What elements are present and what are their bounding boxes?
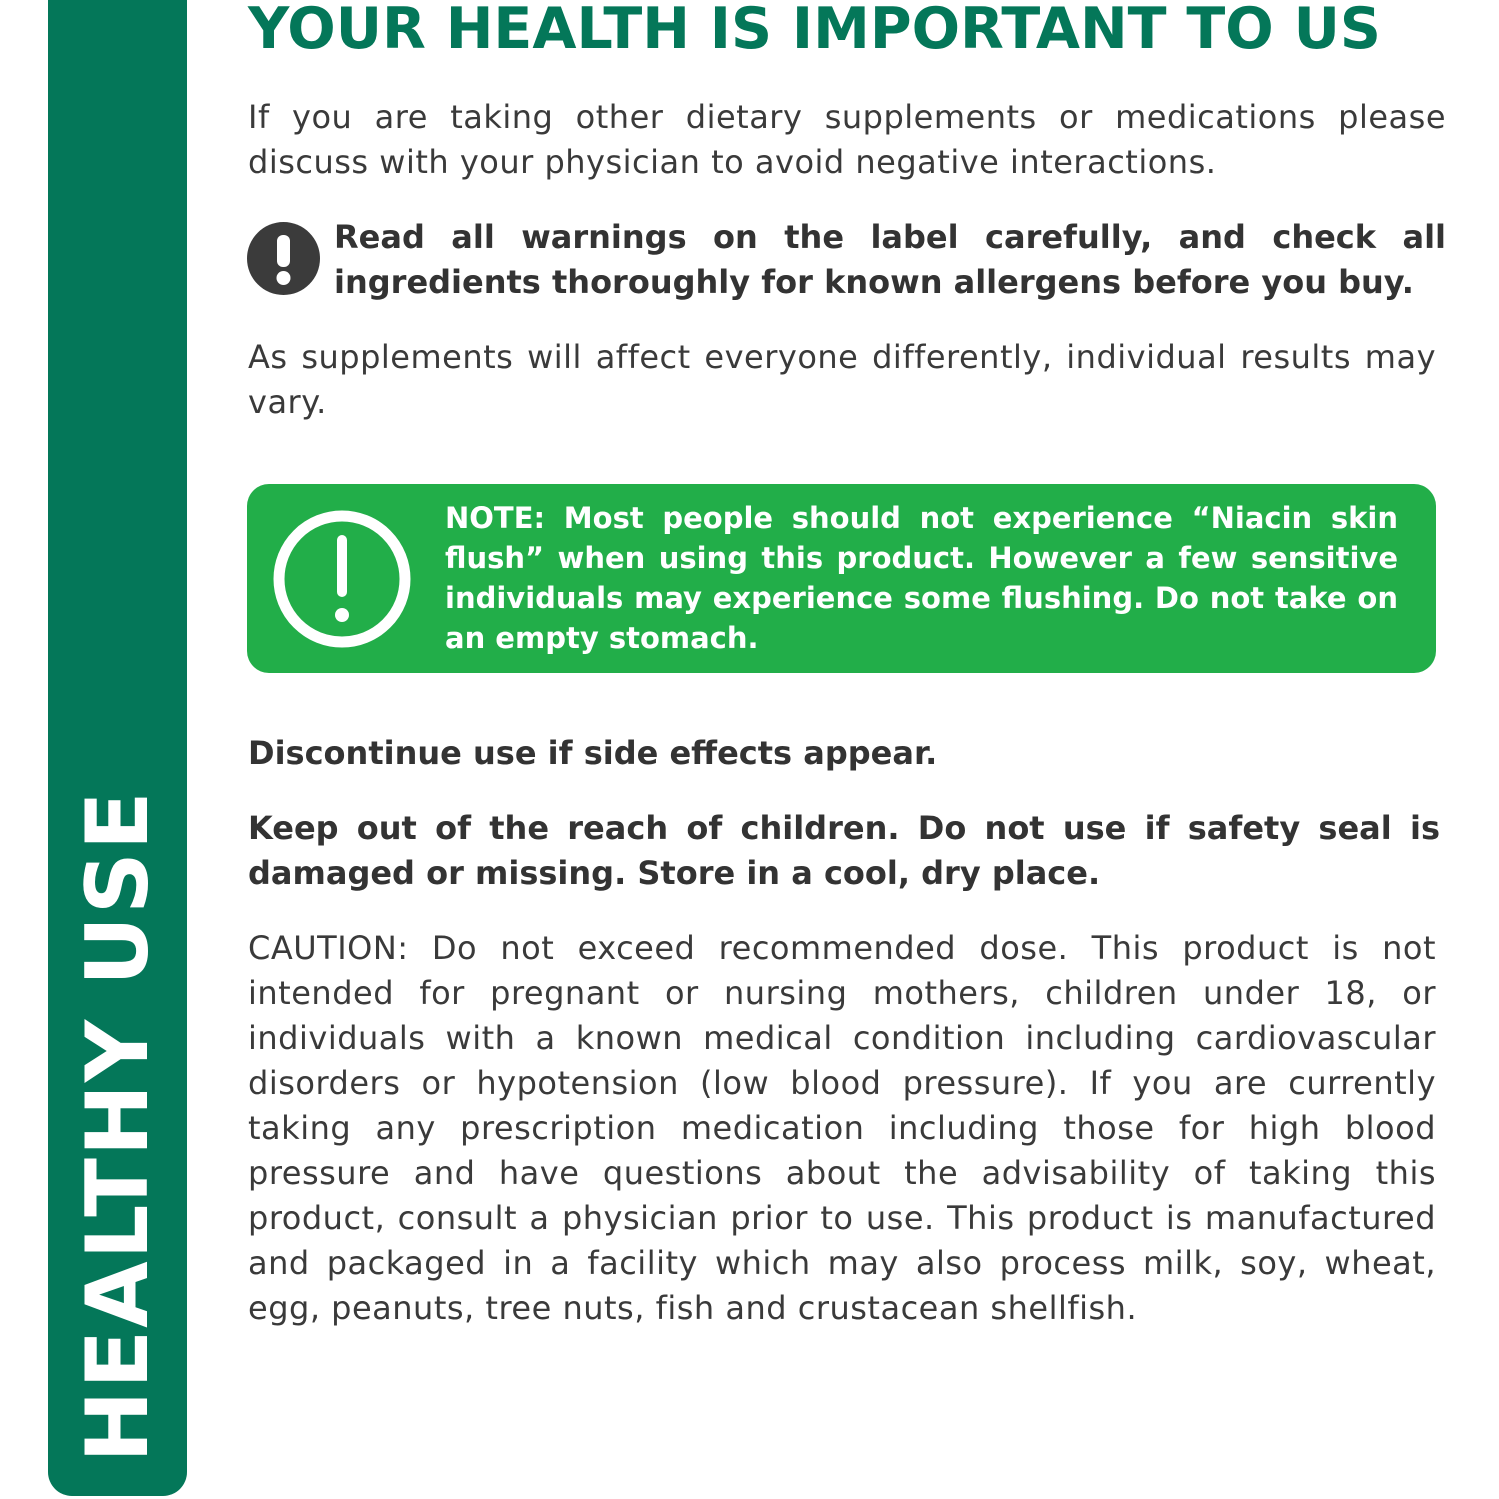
side-banner-label: HEALTHY USE: [67, 789, 168, 1463]
niacin-note-text: NOTE: Most people should not experience “Niacin skin flush” when using this product. However a few sensitive individuals may experience some flushing. Do not take on an empty stomach.: [445, 501, 1398, 655]
exclamation-outline-icon: [271, 508, 413, 650]
niacin-note-box: [247, 484, 1436, 673]
allergen-warning-text: Read all warnings on the label carefully, and check all ingredients thoroughly for known allergens before you buy.: [334, 218, 1446, 301]
storage-paragraph: Keep out of the reach of children. Do not use if safety seal is damaged or missing. Store in a cool, dry place.: [248, 809, 1440, 892]
intro-paragraph: If you are taking other dietary supplements or medications please discuss with your physician to avoid negative interactions.: [248, 98, 1446, 181]
page-title: YOUR HEALTH IS IMPORTANT TO US: [248, 0, 1381, 62]
exclamation-circle-icon: [247, 222, 320, 295]
side-banner: [48, 0, 187, 1496]
caution-paragraph: CAUTION: Do not exceed recommended dose. This product is not intended for pregnant or nursing mothers, children under 18, or individuals with a known medical condition including cardiovascular disorders or hypotension (low blood pressure). If you are currently taking any prescription medication including those for high blood pressure and have questions about the advisability of taking this product, consult a physician prior to use. This product is manufactured and packaged in a facility which may also process milk, soy, wheat, egg, peanuts, tree nuts, fish and crustacean shellfish.: [248, 929, 1436, 1327]
results-paragraph: As supplements will affect everyone differently, individual results may vary.: [248, 338, 1436, 421]
discontinue-paragraph: Discontinue use if side effects appear.: [248, 734, 938, 772]
